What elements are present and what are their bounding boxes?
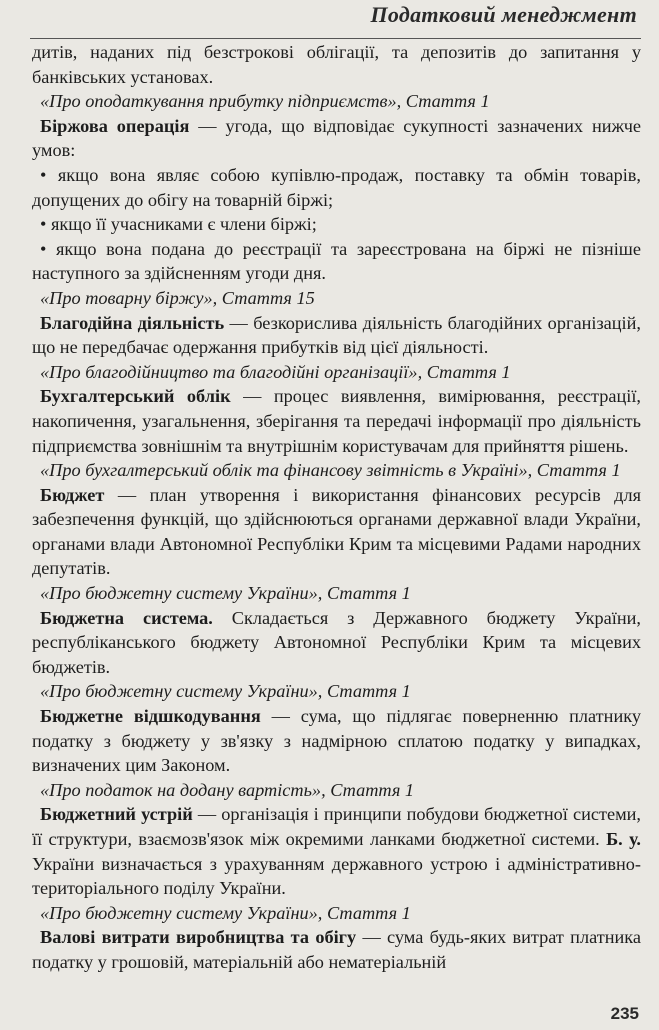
entry-term: Біржова операція [40, 115, 190, 136]
entry-biudzhetnyi-ustrii [32, 802, 641, 900]
entry-definition: Складається з Державного бюджету України, республіканського бюджету Автономної Республіки Крим та місцевих бюджетів. [32, 607, 641, 677]
header-rule [30, 38, 641, 39]
page-body [32, 40, 641, 975]
entry-term: Валові витрати виробництва та обігу [40, 927, 357, 948]
entry-term: Благодійна діяльність [40, 312, 225, 333]
running-title: Податковий менеджмент [370, 2, 637, 27]
source-citation: «Про благодійництво та благодійні організації», Стаття 1 [40, 361, 511, 382]
entry-definition: — безкорислива діяльність благодійних організацій, що не передбачає одержання прибутків від цієї діяльності. [32, 312, 641, 358]
entry-biudzhetna-systema [32, 606, 641, 680]
source-citation: «Про товарну біржу», Стаття 15 [40, 287, 315, 308]
entry-definition: — сума, що підлягає поверненню платнику податку з бюджету у зв'язку з надмірною сплатою податку у випадках, визначених цим Законом. [32, 706, 641, 776]
entry-definition: — процес виявлення, вимірювання, реєстрації, накопичення, узагальнення, зберігання та передачі інформації про діяльність підприємства зовнішнім та внутрішнім користувачам для прийняття рішень. [32, 386, 641, 456]
entry-blahodiina-diialnist [32, 311, 641, 360]
entry-definition: — організація і принципи побудови бюджетної системи, її структури, взаємозв'язок між окремими ланками бюджетної системи. [32, 804, 642, 849]
entry-birzhova-operatsiia [32, 114, 641, 163]
source-citation: «Про оподаткування прибутку підприємств», Стаття 1 [40, 91, 490, 112]
source-citation: «Про бюджетну систему України», Стаття 1 [40, 681, 411, 702]
continued-paragraph: дитів, наданих під безстрокові облігації, та депозитів до запитання у банківських установах. [32, 42, 641, 87]
entry-abbreviation: Б. у. [606, 829, 642, 849]
entry-definition: — план утворення і використання фінансових ресурсів для забезпечення функцій, що здійснюються органами державної влади України, органами влади Автономної Республіки Крим та місцевими Радами народних депутатів. [32, 484, 641, 579]
entry-term: Бюджетне відшкодування [40, 706, 261, 727]
entry-valovi-vytraty [32, 925, 641, 974]
entry-definition: України визначається з урахуванням державного устрою і адміністративно-територіального поділу України. [32, 853, 641, 899]
bullet-item: • якщо вона являє собою купівлю-продаж, поставку та обмін товарів, допущених до обігу на товарній біржі; [32, 164, 641, 210]
entry-biudzhetne-vidshkoduvannia [32, 704, 641, 778]
source-citation: «Про бюджетну систему України», Стаття 1 [40, 583, 411, 604]
bullet-item: • якщо вона подана до реєстрації та зареєстрована на біржі не пізніше наступного за здійсненням угоди дня. [32, 238, 641, 284]
entry-term: Бюджетна система. [40, 607, 213, 628]
source-citation: «Про бюджетну систему України», Стаття 1 [40, 902, 411, 923]
page-number: 235 [610, 1004, 639, 1023]
entry-definition: — сума будь-яких витрат платника податку у грошовій, матеріальній або нематеріальній [32, 927, 641, 972]
entry-bukhhalterskyi-oblik [32, 384, 641, 458]
entry-biudzhet [32, 483, 641, 581]
source-citation: «Про бухгалтерський облік та фінансову звітність в Україні», Стаття 1 [40, 460, 621, 481]
entry-definition: — угода, що відповідає сукупності зазначених нижче умов: [32, 115, 642, 161]
entry-term: Бухгалтерський облік [40, 386, 231, 407]
entry-term: Бюджет [40, 484, 105, 505]
bullet-item: • якщо її учасниками є члени біржі; [40, 214, 317, 235]
entry-term: Бюджетний устрій [40, 804, 193, 825]
source-citation: «Про податок на додану вартість», Стаття 1 [40, 779, 415, 800]
